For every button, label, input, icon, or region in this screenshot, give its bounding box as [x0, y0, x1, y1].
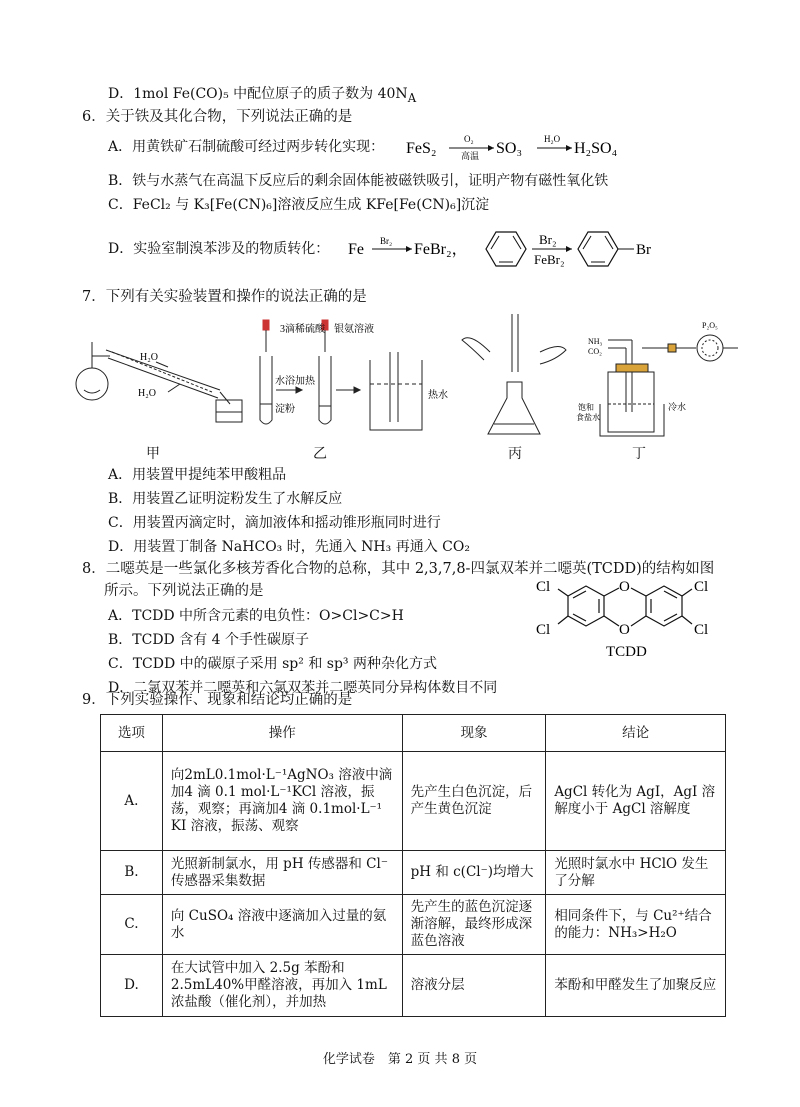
q8-option-d: D．二氯双苯并二噁英和六氯双苯并二噁英同分异构体数目不同 [108, 680, 498, 696]
ding-co2: CO₂ [588, 347, 602, 356]
row-a-option: A. [101, 752, 163, 851]
row-a-operation: 向2mL0.1mol·L⁻¹AgNO₃ 溶液中滴加4 滴 0.1 mol·L⁻¹KCl 溶液，振荡，观察；再滴加4 滴 0.1mol·L⁻¹ KI 溶液，振荡、观察 [162, 752, 402, 851]
row-a-phenomenon: 先产生白色沉淀，后产生黄色沉淀 [402, 752, 546, 851]
eq-h2so4: H₂SO₄ [574, 140, 618, 157]
row-d-option: D. [101, 955, 163, 1017]
tcdd-cl-4: Cl [694, 622, 709, 638]
q6-option-d: D．实验室制溴苯涉及的物质转化： [108, 241, 330, 257]
q7-option-b: B．用装置乙证明淀粉发生了水解反应 [108, 491, 343, 507]
header-phenomenon: 现象 [402, 715, 546, 752]
tcdd-o-bottom: O [619, 622, 630, 638]
jia-water-out: H₂O [138, 388, 156, 399]
table-header-row [101, 715, 726, 752]
tcdd-name: TCDD [606, 644, 647, 660]
eq-br-substituent: Br [636, 242, 651, 258]
ding-saturated: 饱和 [578, 403, 594, 412]
yi-starch: 淀粉 [275, 404, 295, 415]
q7-apparatus-figure [70, 312, 790, 454]
ding-brine: 食盐水 [576, 413, 600, 422]
q7-stem: 7．下列有关实验装置和操作的说法正确的是 [82, 289, 367, 305]
q6-stem: 6．关于铁及其化合物，下列说法正确的是 [82, 109, 353, 125]
q6-option-a-equation [404, 128, 634, 166]
q6-option-c: C．FeCl₂ 与 K₃[Fe(CN)₆]溶液反应生成 KFe[Fe(CN)₆]沉淀 [108, 197, 490, 213]
ding-cold-water: 冷水 [668, 402, 687, 412]
table-row [101, 955, 726, 1017]
q7-option-d: D．用装置丁制备 NaHCO₃ 时，先通入 NH₃ 再通入 CO₂ [108, 539, 470, 555]
row-b-conclusion: 光照时氯水中 HClO 发生了分解 [546, 851, 726, 895]
row-b-phenomenon: pH 和 c(Cl⁻)均增大 [402, 851, 546, 895]
q8-option-b: B．TCDD 含有 4 个手性碳原子 [108, 632, 310, 648]
fig-label-ding: 丁 [632, 446, 646, 462]
q5-option-d [108, 84, 416, 108]
table-row [101, 895, 726, 955]
row-a-conclusion: AgCl 转化为 AgI，AgI 溶解度小于 AgCl 溶解度 [546, 752, 726, 851]
header-option: 选项 [101, 715, 163, 752]
eq-cond-febr2: FeBr₂ [534, 252, 565, 267]
page-footer: 化学试卷 第 2 页 共 8 页 [322, 1052, 478, 1067]
q8-stem-line2: 所示。下列说法正确的是 [104, 583, 264, 599]
apparatus-bing [462, 314, 566, 434]
apparatus-jia [76, 342, 242, 422]
eq-cond-o2: O₂ [464, 134, 474, 144]
tcdd-cl-2: Cl [536, 622, 551, 638]
eq-cond-heat: 高温 [461, 151, 480, 161]
eq-fe: Fe [348, 241, 364, 258]
q8-option-c: C．TCDD 中的碳原子采用 sp² 和 sp³ 两种杂化方式 [108, 656, 437, 672]
eq-febr2: FeBr₂， [414, 241, 468, 258]
row-c-conclusion: 相同条件下，与 Cu²⁺结合的能力：NH₃>H₂O [546, 895, 726, 955]
table-row [101, 851, 726, 895]
benzene-ring [486, 232, 526, 266]
row-d-conclusion: 苯酚和甲醛发生了加聚反应 [546, 955, 726, 1017]
q7-option-a: A．用装置甲提纯苯甲酸粗品 [108, 467, 287, 483]
fig-label-yi: 乙 [313, 446, 327, 462]
tcdd-structure [524, 574, 724, 666]
tcdd-cl-3: Cl [694, 579, 709, 595]
header-conclusion: 结论 [546, 715, 726, 752]
yi-dilute-acid: 3滴稀硫酸 [280, 324, 325, 335]
apparatus-ding [600, 335, 738, 436]
yi-water-bath: 水浴加热 [275, 376, 315, 387]
header-operation: 操作 [162, 715, 402, 752]
jia-water-in: H₂O [140, 352, 158, 363]
tcdd-cl-1: Cl [536, 579, 551, 595]
q8-stem-line1: 8．二噁英是一些氯化多核芳香化合物的总称，其中 2,3,7,8-四氯双苯并二噁英(TCDD)的结构如图 [82, 561, 715, 577]
q6-option-a: A．用黄铁矿石制硫酸可经过两步转化实现： [108, 139, 385, 155]
q6-option-d-equation [346, 222, 676, 272]
eq-cond-br2-b: Br₂ [539, 232, 557, 247]
eq-cond-br2: Br₂ [380, 236, 393, 246]
table-row [101, 752, 726, 851]
yi-silver-ammonia: 银氨溶液 [334, 324, 374, 335]
row-c-operation: 向 CuSO₄ 溶液中逐滴加入过量的氨水 [162, 895, 402, 955]
eq-cond-h2o: H₂O [544, 134, 561, 144]
eq-fes2: FeS₂ [406, 140, 437, 157]
q7-option-c: C．用装置丙滴定时，滴加液体和摇动锥形瓶同时进行 [108, 515, 441, 531]
ding-nh3: NH₃ [588, 337, 603, 346]
fig-label-bing: 丙 [508, 446, 522, 462]
fig-label-jia: 甲 [146, 446, 160, 462]
ding-p2o5: P₂O₅ [702, 321, 718, 330]
row-c-phenomenon: 先产生的蓝色沉淀逐渐溶解，最终形成深蓝色溶液 [402, 895, 546, 955]
row-d-phenomenon: 溶液分层 [402, 955, 546, 1017]
bromobenzene-ring [578, 232, 634, 266]
row-b-option: B. [101, 851, 163, 895]
tcdd-o-top: O [619, 579, 630, 595]
row-d-operation: 在大试管中加入 2.5g 苯酚和2.5mL40%甲醛溶液，再加入 1mL浓盐酸（催化剂），并加热 [162, 955, 402, 1017]
q8-option-a: A．TCDD 中所含元素的电负性：O>Cl>C>H [108, 608, 404, 624]
eq-so3: SO₃ [496, 140, 523, 157]
q5-option-d-sub: A [407, 90, 417, 105]
q9-stem: 9．下列实验操作、现象和结论均正确的是 [82, 692, 353, 708]
q9-table [100, 714, 726, 1017]
q5-option-d-text: D．1mol Fe(CO)₅ 中配位原子的质子数为 40N [108, 86, 408, 102]
row-c-option: C. [101, 895, 163, 955]
row-b-operation: 光照新制氯水，用 pH 传感器和 Cl⁻传感器采集数据 [162, 851, 402, 895]
yi-hot-water: 热水 [428, 390, 448, 401]
q6-option-b: B．铁与水蒸气在高温下反应后的剩余固体能被磁铁吸引，证明产物有磁性氧化铁 [108, 173, 609, 189]
